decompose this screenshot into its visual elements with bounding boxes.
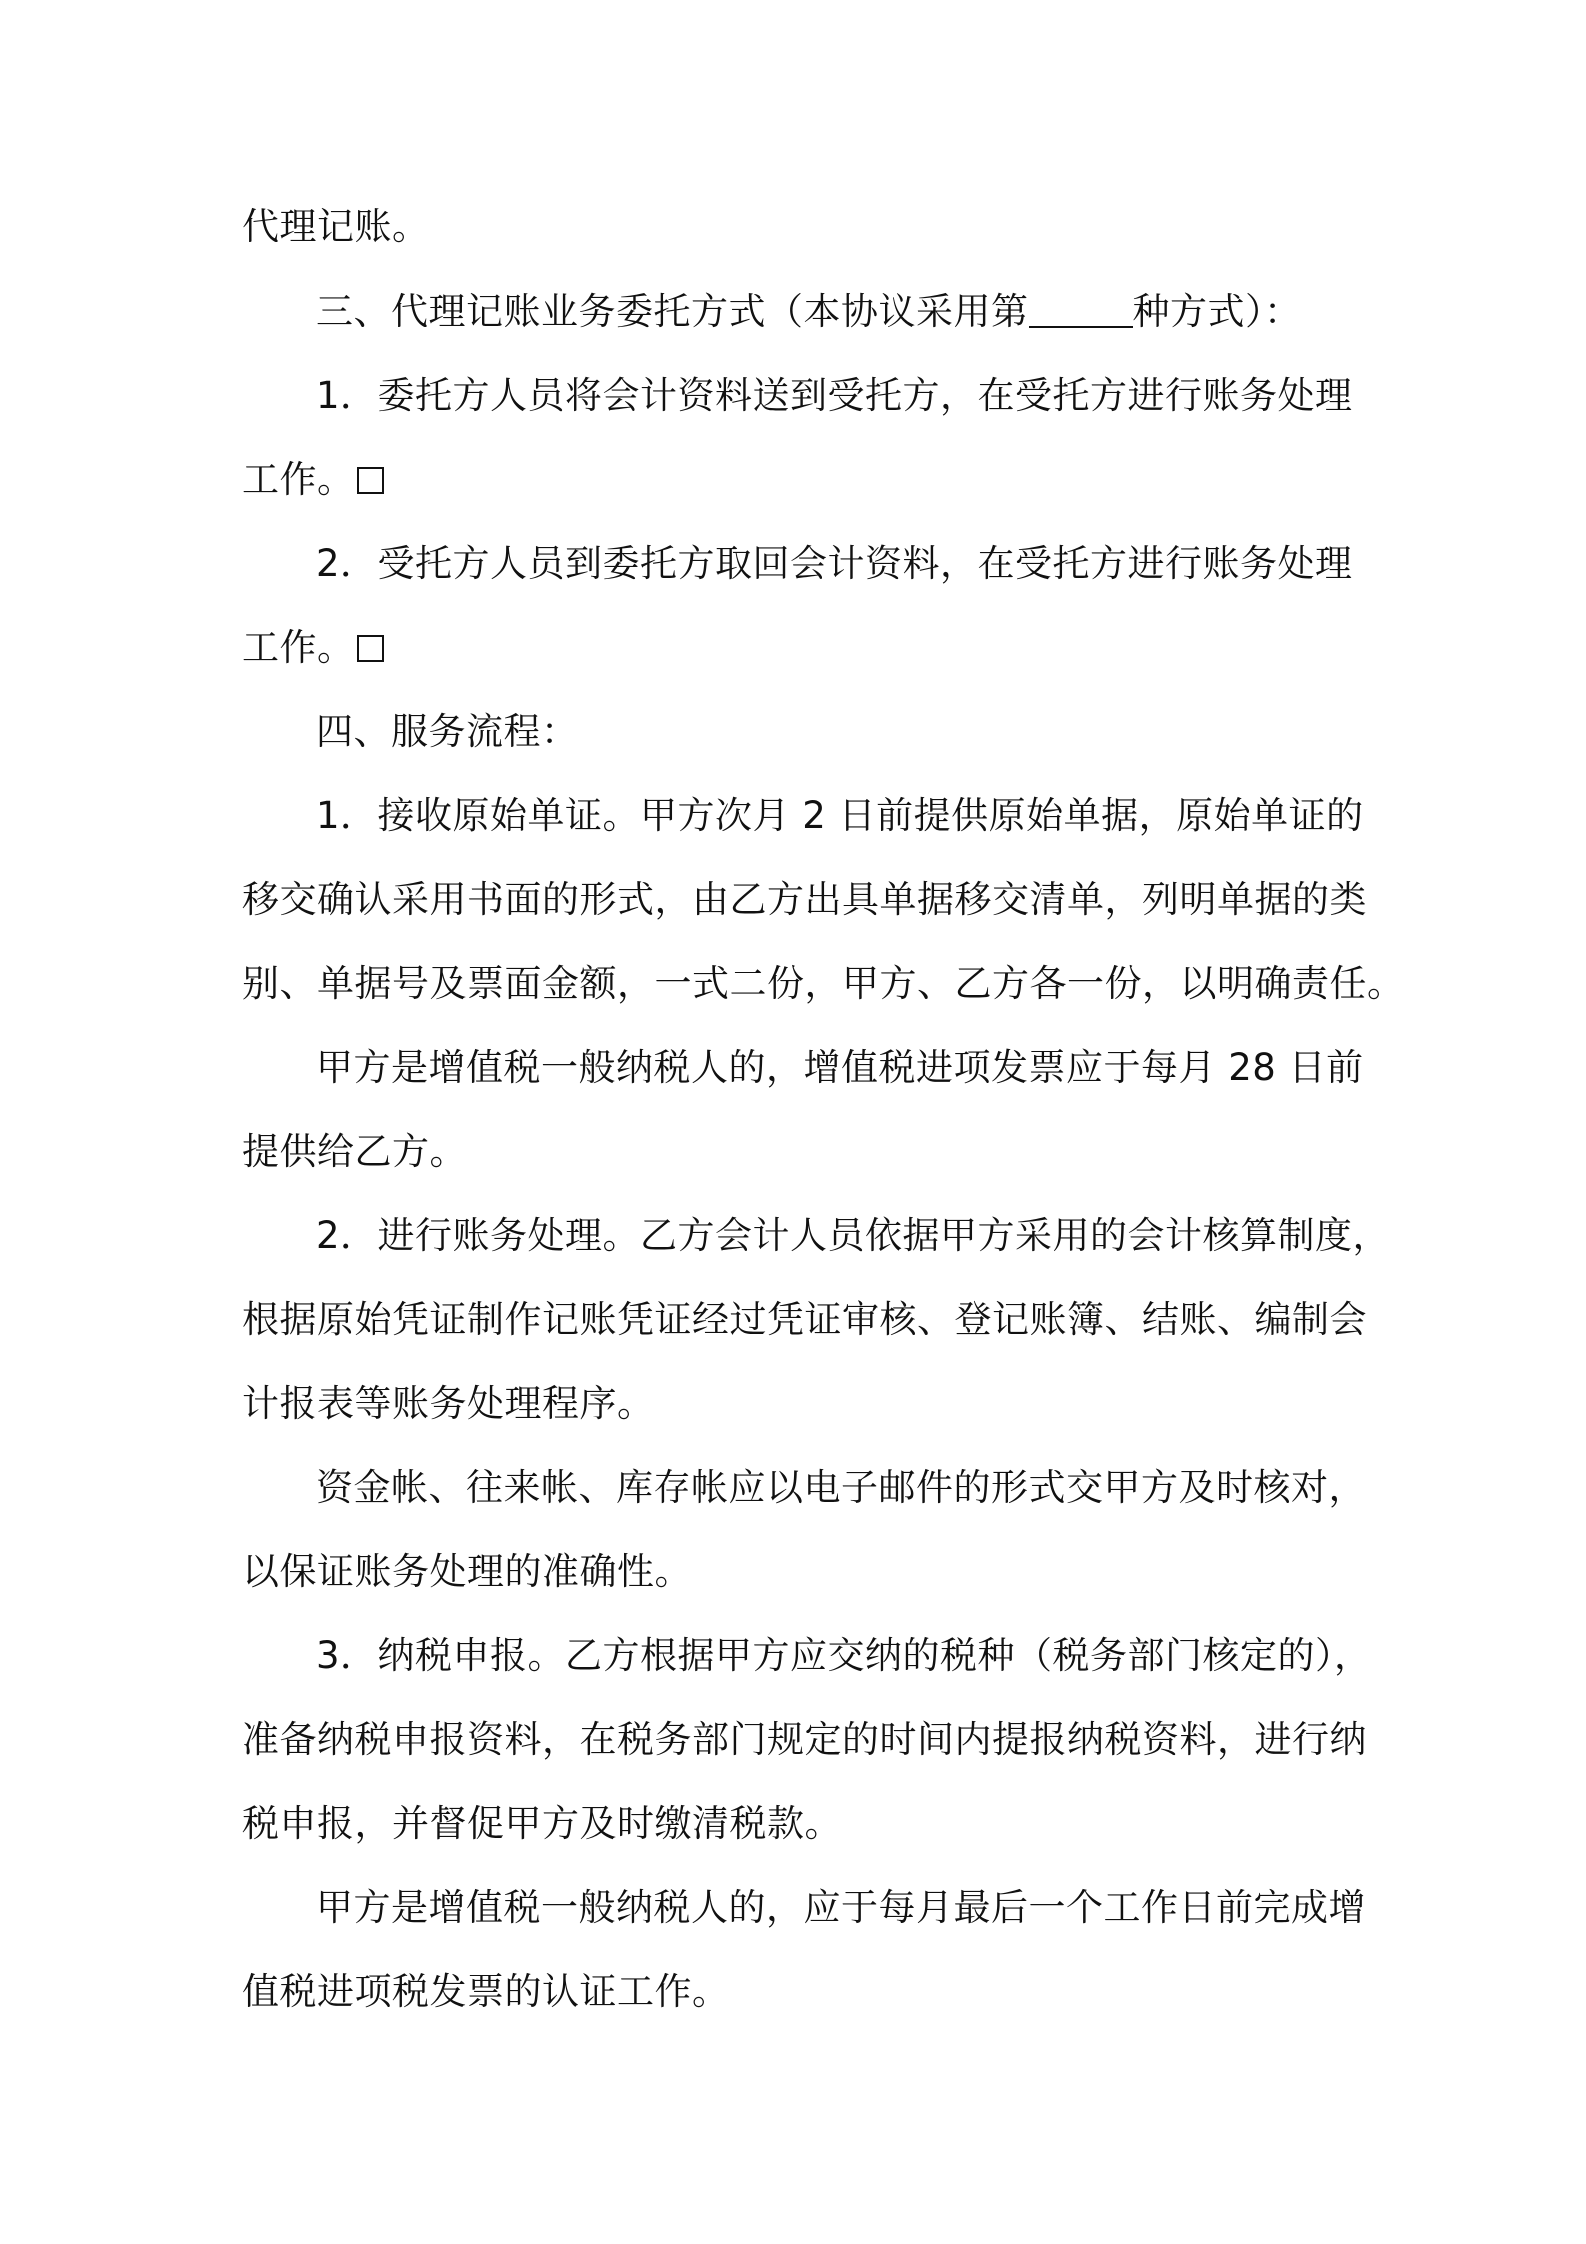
line-text: 甲方是增值税一般纳税人的，应于每月最后一个工作日前完成增 (316, 1886, 1366, 1929)
text-line (0, 1458, 1586, 1518)
line-text: 以保证账务处理的准确性。 (242, 1550, 692, 1593)
section-heading-3 (0, 282, 1586, 342)
line-text: 值税进项税发票的认证工作。 (242, 1970, 730, 2013)
text-line (0, 1290, 1586, 1350)
text-line (0, 1122, 1586, 1182)
text-line (0, 786, 1586, 846)
text-line (0, 1878, 1586, 1938)
text-line (0, 1962, 1586, 2022)
line-text: 甲方是增值税一般纳税人的，增值税进项发票应于每月 28 日前 (316, 1046, 1364, 1089)
line-text: 计报表等账务处理程序。 (242, 1382, 655, 1425)
text-line (0, 1542, 1586, 1602)
text-line (0, 450, 1586, 510)
line-text: 工作。 (242, 458, 355, 501)
option-1-checkbox[interactable] (357, 467, 384, 494)
text-line (0, 1626, 1586, 1686)
text-line (0, 1794, 1586, 1854)
line-text: 资金帐、往来帐、库存帐应以电子邮件的形式交甲方及时核对， (316, 1466, 1366, 1509)
line-text: 工作。 (242, 626, 355, 669)
line-text: 3．纳税申报。乙方根据甲方应交纳的税种（税务部门核定的）， (316, 1634, 1372, 1677)
text-line (0, 534, 1586, 594)
line-text: 代理记账。 (242, 205, 430, 248)
text-line (0, 954, 1586, 1014)
line-text: 1．委托方人员将会计资料送到受托方，在受托方进行账务处理 (316, 374, 1353, 417)
text-line (0, 1206, 1586, 1266)
line-text: 提供给乙方。 (242, 1130, 467, 1173)
text-line (0, 1374, 1586, 1434)
line-text: 三、代理记账业务委托方式（本协议采用第 (316, 290, 1029, 333)
line-text: 种方式）： (1132, 290, 1302, 333)
text-line (0, 1710, 1586, 1770)
line-text: 别、单据号及票面金额，一式二份，甲方、乙方各一份，以明确责任。 (242, 962, 1405, 1005)
line-text: 移交确认采用书面的形式，由乙方出具单据移交清单，列明单据的类 (242, 878, 1367, 921)
line-text: 根据原始凭证制作记账凭证经过凭证审核、登记账簿、结账、编制会 (242, 1298, 1367, 1341)
text-line (0, 870, 1586, 930)
option-2-checkbox[interactable] (357, 635, 384, 662)
text-line (0, 366, 1586, 426)
text-line (0, 618, 1586, 678)
line-text: 准备纳税申报资料，在税务部门规定的时间内提报纳税资料，进行纳 (242, 1718, 1367, 1761)
text-line (0, 197, 1586, 257)
line-text: 2．受托方人员到委托方取回会计资料，在受托方进行账务处理 (316, 542, 1353, 585)
line-text: 四、服务流程： (316, 710, 579, 753)
section-heading-4 (0, 702, 1586, 762)
line-text: 1．接收原始单证。甲方次月 2 日前提供原始单据，原始单证的 (316, 794, 1364, 837)
text-line (0, 1038, 1586, 1098)
line-text: 税申报，并督促甲方及时缴清税款。 (242, 1802, 842, 1845)
fill-in-blank[interactable] (1029, 296, 1133, 328)
line-text: 2．进行账务处理。乙方会计人员依据甲方采用的会计核算制度， (316, 1214, 1391, 1257)
